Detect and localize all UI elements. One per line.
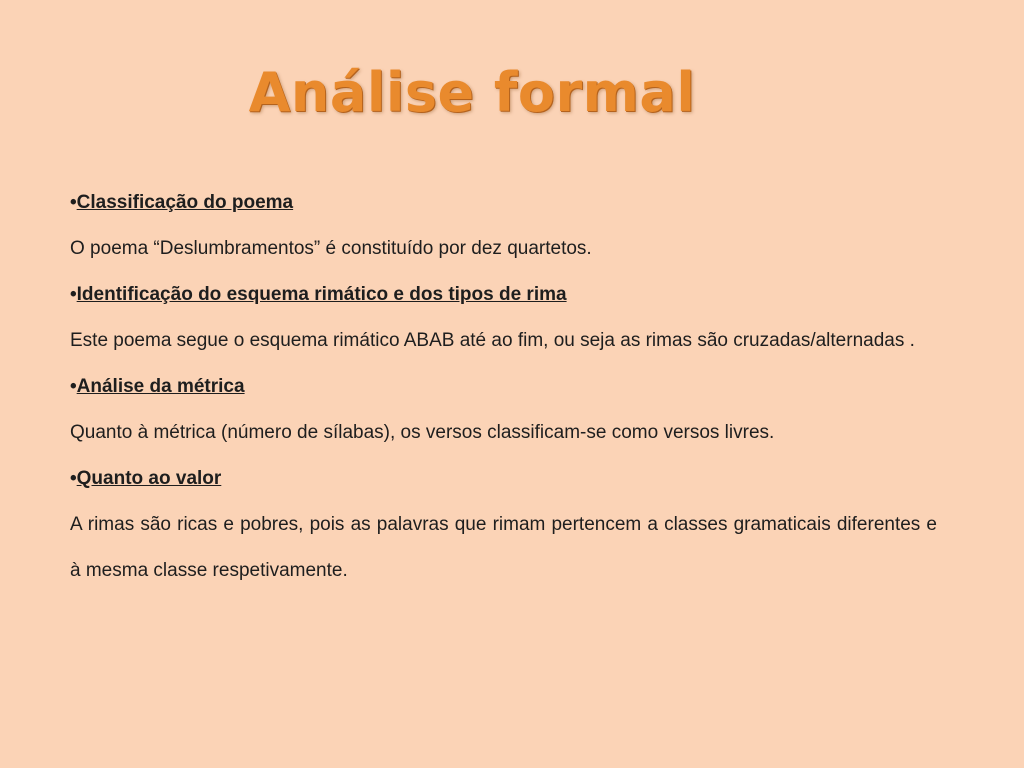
slide-content [70, 180, 937, 594]
section-text-esquema-rimatico: Este poema segue o esquema rimático ABAB até ao fim, ou seja as rimas são cruzadas/alternadas . [70, 330, 915, 351]
section-text-metrica: Quanto à métrica (número de sílabas), os versos classificam-se como versos livres. [70, 422, 775, 443]
section-text-classificacao: O poema “Deslumbramentos” é constituído por dez quartetos. [70, 238, 592, 259]
bullet-icon: • [70, 376, 77, 397]
section-heading-metrica [70, 364, 937, 410]
bullet-icon: • [70, 468, 77, 489]
section-heading-label: Análise da métrica [76, 376, 245, 397]
section-heading-label: Identificação do esquema rimático e dos tipos de rima [76, 284, 567, 305]
section-text-valor: A rimas são ricas e pobres, pois as palavras que rimam pertencem a classes gramaticais diferentes e à mesma classe respetivamente. [70, 514, 937, 581]
section-heading-classificacao [70, 180, 937, 226]
section-heading-valor [70, 456, 937, 502]
section-heading-label: Classificação do poema [76, 192, 294, 213]
section-heading-esquema-rimatico [70, 272, 937, 318]
bullet-icon: • [70, 284, 77, 305]
slide-title: Análise formal [248, 61, 696, 124]
section-heading-label: Quanto ao valor [76, 468, 222, 489]
bullet-icon: • [70, 192, 77, 213]
